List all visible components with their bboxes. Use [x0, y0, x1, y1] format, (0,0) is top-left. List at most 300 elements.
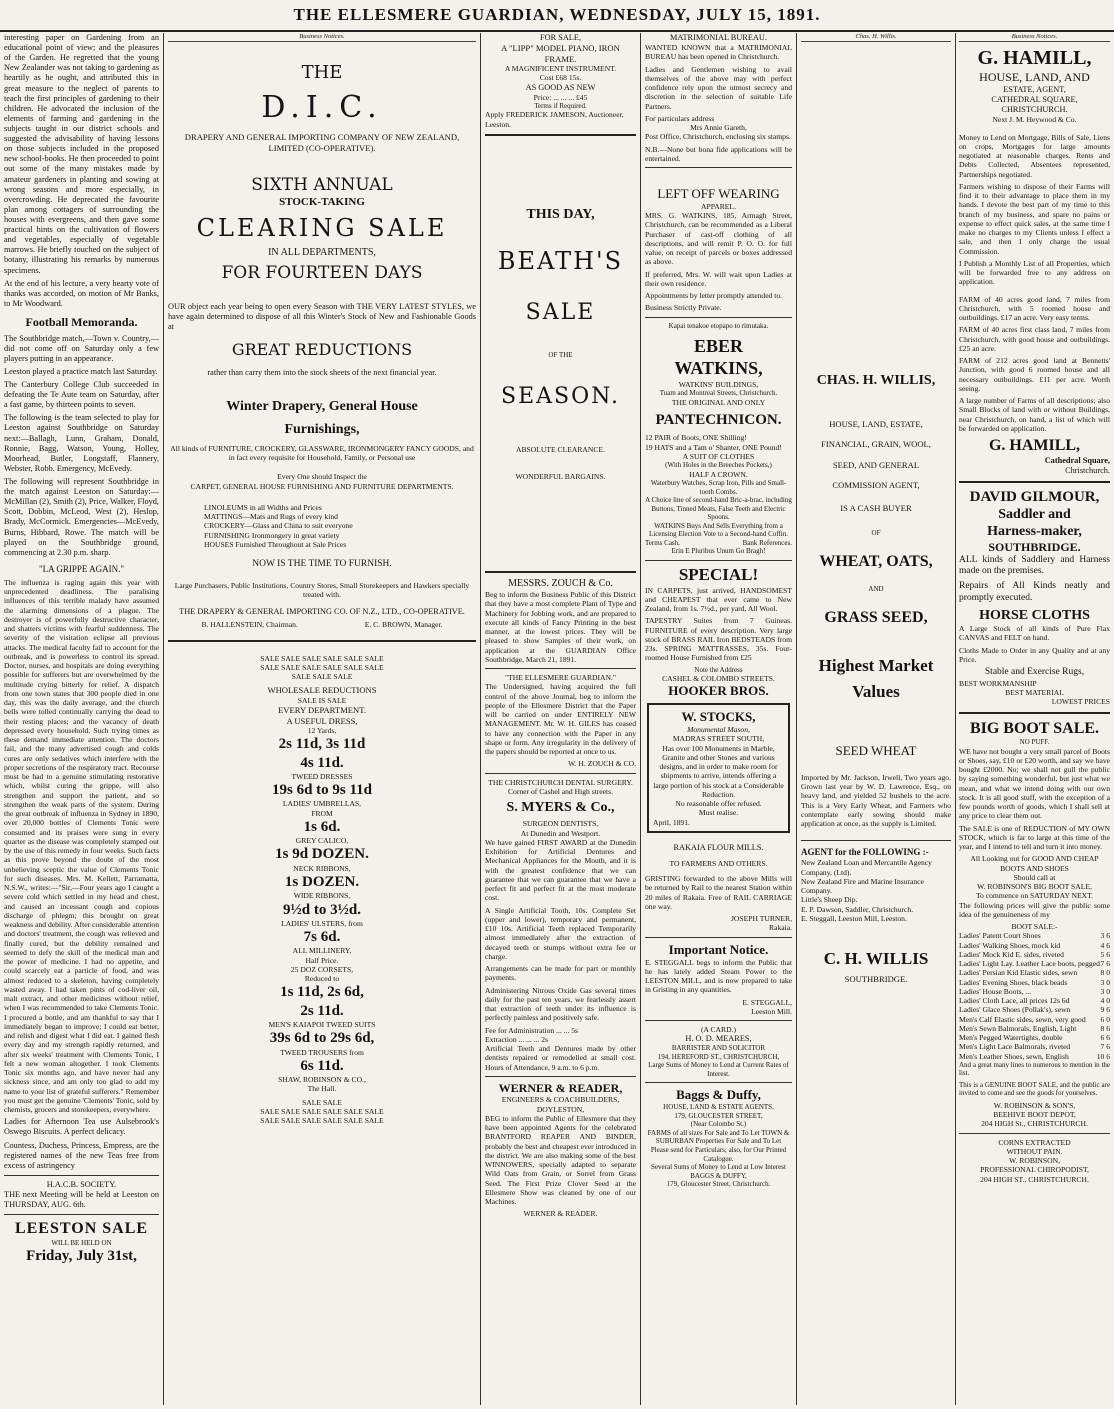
price-value: 4 6 [1100, 940, 1110, 950]
will-be-held: WILL BE HELD ON [51, 1238, 112, 1247]
watkins-buildings: WATKINS' BUILDINGS, [678, 380, 759, 390]
carpet-depts: CARPET, GENERAL HOUSE FURNISHING AND FURNITURE DEPARTMENTS. [190, 481, 454, 491]
football-heading: Football Memoranda. [25, 314, 138, 329]
price-value: 3 6 [1100, 931, 1110, 941]
column-6 [959, 33, 1110, 1405]
matrimonial-nb: N.B.—None but bona fide applications will be entertained. [645, 144, 792, 163]
cash-buyer: IS A CASH BUYER [840, 502, 912, 513]
dic-company-footer: THE DRAPERY & GENERAL IMPORTING CO. OF N.Z., LTD., CO-OPERATIVE. [179, 607, 465, 617]
annie-gareth: Mrs Annie Gareth, [690, 123, 747, 133]
the-hall: The Hall. [307, 1084, 337, 1094]
winter-drapery: Winter Drapery, General House [226, 398, 418, 414]
robinson-sons: W. ROBINSON & SON'S, [993, 1100, 1076, 1110]
without-pain: WITHOUT PAIN. [1006, 1146, 1063, 1156]
dic-rather: rather than carry them into the stock sheets of the next financial year. [207, 367, 437, 377]
hamill-monthly: I Publish a Monthly List of all Properties, which will be forwarded free to any address on application. [959, 258, 1110, 287]
financial: FINANCIAL, GRAIN, WOOL, [821, 439, 931, 450]
left-off-heading: LEFT OFF WEARING [657, 186, 780, 202]
boot-body-2: The SALE is one of REDUCTION of MY OWN STOCK, which is far to large at this time of the year, and I intend to tell and turn it into money. [959, 823, 1110, 852]
wide-ribbons: WIDE RIBBONS, [293, 891, 351, 901]
dic-line: CROCKERY—Glass and China to suit everyone [204, 521, 353, 531]
lowest-prices: LOWEST PRICES [1051, 697, 1110, 707]
price-item: Ladies' Glace Shoes (Pollak's), sewn [959, 1005, 1071, 1015]
madras-street: MADRAS STREET SOUTH, [672, 734, 765, 744]
magnificent: A MAGNIFICENT INSTRUMENT. [504, 64, 617, 74]
guardian-body: The Undersigned, having acquired the full control of the above Journal, beg to inform the people of the Ellesmere District that the Paper will be carried on under ENTIRELY NEW MANAGEMENT. Mr. W. H. GILES has ceased to have any connection with the Paper in any shape or form. Any irregularity in the delivery of the papers should be reported at once to us. [485, 682, 636, 757]
guardian-heading: "THE ELLESMERE GUARDIAN." [504, 673, 617, 683]
farm-listing: FARM of 40 acres first class land, 7 miles from Christchurch, with good house and outbuildings. £25 an acre. [959, 325, 1110, 353]
this-day: THIS DAY, [526, 206, 595, 222]
several-sums: Several Sums of Money to Lend at Low Interest [651, 1163, 786, 1172]
as-good: AS GOOD AS NEW [525, 82, 596, 92]
furnishings: Furnishings, [284, 421, 360, 437]
hats-offer: 19 HATS and a Tam o' Shanter, ONE Pound! [645, 442, 782, 452]
price-row [959, 1005, 1110, 1014]
every-department: EVERY DEPARTMENT. [278, 705, 366, 716]
grass-seed: GRASS SEED, [824, 609, 928, 626]
stock-taking: STOCK-TAKING [279, 196, 365, 209]
fee-admin: Fee for Administration ... ... 5s [485, 1025, 579, 1035]
yards: 12 Yards, [307, 726, 337, 736]
hamill-name: G. HAMILL, [977, 46, 1092, 69]
fee-extraction: Extraction ... ... ... 2s [485, 1034, 549, 1044]
price-row [959, 950, 1110, 959]
to-farmers: TO FARMERS AND OTHERS. [669, 858, 768, 868]
rakaia-heading: RAKAIA FLOUR MILLS. [673, 842, 764, 852]
gloucester-st: 179, GLOUCESTER STREET, [674, 1111, 763, 1120]
beaths-sale: SALE [525, 300, 596, 326]
house-land-agents: HOUSE, LAND & ESTATE AGENTS, [663, 1103, 774, 1112]
workmanship: BEST WORKMANSHIP [959, 678, 1037, 688]
stocks-body: Has over 100 Monuments in Marble, Granite and other Stones and various designs, and in order to make room for shipments to arrive, intends offering a large portion of his stock at a Considerable Reduction. [653, 743, 784, 799]
chairman: B. HALLENSTEIN, Chairman. [201, 620, 298, 630]
beehive-address: 204 HIGH St., CHRISTCHURCH. [981, 1119, 1088, 1129]
price-item: Ladies' Mock Kid E. sides, riveted [959, 949, 1064, 959]
dic-the: THE [301, 61, 343, 83]
all-looking: All Looking out for GOOD AND CHEAP BOOTS AND SHOES [970, 854, 1099, 873]
material: BEST MATERIAL [1005, 688, 1064, 698]
apparel: APPAREL. [701, 201, 736, 211]
southbridge-2: SOUTHBRIDGE. [988, 540, 1081, 555]
harness-maker: Harness-maker, [987, 524, 1082, 540]
price-wide: 9½d to 3½d. [283, 901, 361, 918]
from-label: FROM [311, 808, 333, 818]
leeston-sale-heading: LEESTON SALE [14, 1220, 149, 1238]
erin: Erin E Pluribus Unum Go Bragh! [671, 547, 766, 556]
price-item: Ladies' Patent Court Shoes [959, 931, 1041, 941]
season: SEASON. [501, 383, 620, 409]
choice: A Choice line of second-hand Bric-a-brac, including Buttons, Tinned Meats, False Teeth and Electric Spoons. [645, 496, 792, 522]
grippe-article: The influenza is raging again this year with unprecedented deadliness. The paralising influences of this terrible malady have assumed the alarming dimensions of a plague. The destroyer is of powerfully destructive character, and shatters victims with fearful suddenness. The severity of the visitation eclipse all previous attacks. The medical faculty fail to account for the outbreak, and is powerless to control its spread. Doctor, nurses, and hospitals are doing everything possible for sufferers but are overwhelmed by the multitude crying bitterly for relief. A dispatch from one town states that 300 people died in one day, this was the daily average, and the church bells were tolled continually carrying the dead to their resting places; and the vacancy of death depressed every household. Such trying times as these demand immediate attention. The doctors fail, and the many advertised cough and colds cures are only sedatives which interfere with the proper secretions of the respiratory tract. Recourse must be had to a genuine stimulating restorative which, whilst curing the grippe, will also strengthen and support the patient, and so strengthen the weak parts of the system. During the great outbreak of influenza in Sydney in 1890, over 20,000 bottles of Clements Tonic were consumed and its praises were sung in every quarter as the disease was completely stamped out by the use of this remedy in four weeks. Such facts as this prove beyond the doubt of the most unbelieving sceptic the value of Clements Tonic for such diseases. Mrs. M. Kellett, Parramatta, N.S.W., writes:—"Sir,—Four years ago I caught a severe cold which settled in my head and chest, and caused an incessant cough and copious discharge of phlegm; this brought on great weakness and debility. After considerable attention and doctors' treatment, the cough was relieved and finally cured, but the debility remained and seemed to defy the skill of the medical man and the power of medicine. I had no appetite, and could scarcely eat a particle of food, and was almost reduced to a skeleton, having completely wasted away. I had taken pints of cod-liver oil, malt extract, and other medicines without relief, when I was recommended to take Clements Tonic. I procured a bottle, and am thankful to say that I immediately began to improve; I could eat better, and relish and digest what I did eat. I gained flesh every day and my strength rapidly returned, and after six weeks' treatment with Clements Tonic, I felt a new woman altogether. I took Clements Tonic six months ago, and have never had any sickness since, and am only too glad to add my name to your list of grateful sufferers." Remember you must get the genuine 'Clements' Tonic, sold by chemists, grocers and storekeepers, everywhere. [4, 577, 159, 1115]
price-row [959, 1015, 1110, 1024]
clearing-sale: CLEARING SALE [196, 213, 448, 242]
werner-signature: WERNER & READER. [523, 1209, 598, 1219]
price-item: Ladies' Walking Shoes, mock kid [959, 940, 1061, 950]
matrimonial-heading: MATRIMONIAL BUREAU. [670, 33, 767, 42]
boot-body: WE have not bought a very small parcel of Boots or Shoes, say, £10 or £20 worth, and say we have bought £2000. No; we shall not gull the public by saying something wonderful, but just what we mean, and what we intend doing with our own stock. It is all good stuff, with the exception of a few pounds worth of goods, which I shall sell at any price to clear them out. [959, 746, 1110, 821]
hereford-st: 194, HEREFORD ST., CHRISTCHURCH, [657, 1052, 780, 1061]
agent-for: AGENT for the FOLLOWING :- [801, 847, 929, 858]
price-umbrella: 1s 6d. [303, 818, 341, 835]
column-header: Business Notices. [168, 33, 476, 42]
price-value: 6 0 [1100, 1014, 1110, 1024]
price-value: 8 6 [1100, 1023, 1110, 1033]
appointments: Appointments by letter promptly attended to. [645, 291, 783, 301]
gilmour-name: DAVID GILMOUR, [969, 488, 1100, 505]
cathedral-square-2: Cathedral Square, [1044, 455, 1110, 465]
vote-of-thanks: At the end of his lecture, a very hearty vote of thanks was accorded, on motion of Mr Banks, to Mr Woodward. [4, 278, 159, 308]
column-header: Chas. H. Willis. [801, 33, 951, 42]
saddler: Saddler and [998, 507, 1071, 523]
all-kinds: All kinds of FURNITURE, CROCKERY, GLASSWARE, IRONMONGERY FANCY GOODS, and in fact every requisite for Household, Family, or Personal use [170, 443, 474, 463]
price-row [959, 931, 1110, 940]
price-value: 4 0 [1100, 996, 1110, 1006]
price-value: 3 0 [1100, 977, 1110, 987]
commence: To commence on SATURDAY NEXT. [975, 891, 1094, 901]
dic-company: DRAPERY AND GENERAL IMPORTING COMPANY OF NEW ZEALAND, LIMITED (CO-OPERATIVE). [184, 132, 460, 153]
next-heywood: Next J. M. Heywood & Co. [992, 115, 1077, 125]
price-item: Men's Calf Elastic sides, sewn, very good [959, 1014, 1086, 1024]
price-row [959, 978, 1110, 987]
price-item: Men's Leather Shoes, sewn, English [959, 1051, 1069, 1061]
corns-extracted: CORNS EXTRACTED [998, 1137, 1071, 1147]
price-trousers: 6s 11d. [300, 1057, 344, 1074]
price-row [959, 996, 1110, 1005]
column-rule [480, 33, 481, 1405]
please-send: Please send for Particulars; also, for Our Printed Catalogue. [650, 1146, 787, 1163]
of-label: OF [871, 529, 881, 538]
monumental-mason: Monumental Mason, [687, 725, 750, 735]
price-dress-2: 4s 11d. [300, 754, 344, 771]
steggall-signature: E. STEGGALL, [742, 997, 792, 1007]
rakaia-place: Rakaia. [769, 923, 792, 933]
price-row [959, 968, 1110, 977]
werner-heading: WERNER & READER, [498, 1080, 623, 1095]
coachbuilders: ENGINEERS & COACHBUILDERS, [501, 1095, 620, 1105]
farm-listing: FARM of 212 acres good land at Bennetts' Junction, with good 6 roomed house and all necessary outbuildings. £11 per acre. Worth seeing. [959, 356, 1110, 393]
ch-willis: C. H. WILLIS [823, 949, 929, 969]
myers-body-3: Arrangements can be made for part or monthly payments. [485, 964, 636, 983]
must-realise: Must realise. [698, 808, 739, 818]
wonderful-bargains: WONDERFUL BARGAINS. [515, 471, 606, 481]
steggall-body: E. STEGGALL begs to inform the Public that he has lately added Steam Power to the LEESTON MILL, and is now prepared to take in Gristing in any quantities. [645, 957, 792, 995]
biscuit-notice: Ladies for Afternoon Tea use Aulsebrook's Oswego Biscuits. A perfect delicacy. [4, 1117, 159, 1137]
myers-body-5: Artificial Teeth and Dentures made by other dentists repaired or remodelled at small cost. Hours of Attendance, 9 a.m. to 6 p.m. [485, 1044, 636, 1072]
werner-body: BEG to inform the Public of Ellesmere that they have been appointed Agents for the celebrated BRANTFORD REAPER AND BINDER, probably the best and cheapest ever introduced in the district. We are also making some of the best WINNOWERS, specially adapted to separate Wild Oats from Grain, or Sorrel from Grass Seed. The First Prize Clover Seed at the Ellesmere Show was cleaned by one of our Machines. [485, 1113, 636, 1207]
sixth-annual: SIXTH ANNUAL [251, 175, 393, 196]
tea-notice: Countess, Duchess, Princess, Empress, are the registered names of the new Teas free from excess of astringency [4, 1140, 159, 1170]
price-suits: 39s 6d to 29s 6d, [269, 1030, 375, 1047]
of-the: OF THE [548, 351, 573, 360]
robinson-sale: W. ROBINSON'S BIG BOOT SALE, [977, 882, 1092, 892]
price-item: Ladies' Persian Kid Elastic sides, sewn [959, 968, 1078, 978]
large-number: A large number of Farms of all descriptions; also Small Blocks of land with or without Buildings, near Christchurch, on hand, a list of which will be forwarded on application. [959, 396, 1110, 433]
price-corsets: 1s 11d, 2s 6d, [280, 984, 364, 1001]
special: SPECIAL! [678, 564, 759, 584]
column-2 [168, 33, 476, 1405]
grippe-heading: "LA GRIPPE AGAIN." [38, 563, 125, 574]
note-address: Note the Address [694, 665, 743, 674]
genuine-sale: This is a GENUINE BOOT SALE, and the public are invited to come and see the goods for yourselves. [959, 1080, 1110, 1098]
dic-line: LINOLEUMS in all Widths and Prices [204, 502, 322, 512]
eber: EBER [693, 336, 744, 357]
column-4 [645, 33, 792, 1405]
post-office: Post Office, Christchurch, enclosing six stamps. [645, 132, 791, 142]
horse-cloths: HORSE CLOTHS [979, 608, 1090, 624]
reduced: Reduced to [304, 974, 340, 984]
price-row [959, 1052, 1110, 1061]
football-para: The Canterbury College Club succeeded in defeating the Te Aute team on Saturday, after a fast game, by thirteen points to seven. [4, 380, 159, 410]
sale-row: SALE SALE SALE SALE SALE SALE [260, 1106, 384, 1116]
beehive-depot: BEEHIVE BOOT DEPOT, [993, 1110, 1076, 1120]
column-rule [163, 33, 164, 1405]
price-tweed: 19s 6d to 9s 11d [271, 782, 373, 799]
price-item: Ladies' Evening Shoes, black beads [959, 977, 1068, 987]
doyleston: DOYLESTON, [536, 1104, 585, 1114]
estate-agent: ESTATE, AGENT, [1003, 84, 1066, 94]
seed-wheat-body: Imported by Mr. Jackson, Irwell, Two years ago. Grown last year by W. D. Lawrence, Esq., on heavy land, and yielded 52 bushels to the acre. This is a Very Early Wheat, and Farmers who contemplate early sowing should make application at once, as the supply is Limited. [801, 772, 951, 829]
saddlery: ALL kinds of Saddlery and Harness made on the premises. [959, 554, 1110, 577]
price-row [959, 1042, 1110, 1051]
cashel-colombo: CASHEL & COLOMBO STREETS. [662, 674, 775, 684]
price-value: 9 6 [1100, 1005, 1110, 1015]
price-row [959, 959, 1110, 968]
hamill-name-2: G. HAMILL, [988, 437, 1081, 455]
ulsters: LADIES' ULSTERS, from [281, 918, 363, 928]
no-offer-refused: No reasonable offer refused. [675, 799, 762, 809]
big-boot-sale: BIG BOOT SALE. [969, 719, 1100, 737]
terms: Terms if Required. [534, 101, 587, 110]
sale-date: Friday, July 31st, [26, 1248, 137, 1265]
umbrellas: LADIES' UMBRELLAS, [282, 799, 362, 809]
matrimonial-body-2: Ladies and Gentlemen wishing to avail themselves of the above may with perfect confidence rely upon the utmost secrecy and discretion in the selection of suitable Life Partners. [645, 64, 792, 111]
now-is-time: NOW IS THE TIME TO FURNISH. [252, 559, 392, 570]
holes: (With Holes in the Breeches Pockets,) [665, 461, 772, 470]
baggs-duffy: Baggs & Duffy, [676, 1087, 761, 1103]
myers-body-4: Administering Nitrous Oxide Gas several times daily for the past ten years, we fearlessly assert that extraction of teeth under its influence is perfectly painless and positively safe. [485, 985, 636, 1023]
agency: New Zealand Loan and Mercantile Agency Company, (Ltd). [801, 858, 932, 877]
column-rule [640, 33, 641, 1405]
should-call: Should call at [1013, 872, 1056, 882]
highest-market: Highest Market [818, 655, 934, 675]
price-neck: 1s DOZEN. [284, 874, 360, 890]
myers-body: We have gained FIRST AWARD at the Dunedin Exhibition for Artificial Dentures and Mechanical Appliances for the Mouth, and it is with the greatest confidence that we can guarantee that we can guarantee that we have a perfect fit and perfect fit at the most moderate cost. [485, 837, 636, 903]
surgeon-dentists: SURGEON DENTISTS, [522, 819, 599, 829]
if-preferred: If preferred, Mrs. W. will wait upon Ladies at their own residence. [645, 269, 792, 288]
fourteen-days: FOR FOURTEEN DAYS [221, 263, 423, 284]
football-para: The following will represent Southbridge in the match against Leeston on Saturday:—McMillan (2), Smith (2), Price, Walker, Floyd, Scott, Dobbin, McLeod, West (2), Heslop, Brady, McCormick. Emergencies—McEvedy, Burns, Hibbard, Rowe. The match will be played on the Southbridge ground, commencing at 2.30 p.m. sharp. [4, 477, 159, 557]
willis-name: CHAS. H. WILLIS, [816, 372, 936, 388]
values: Values [852, 682, 900, 702]
bank-refs: Bank References. [742, 538, 792, 547]
price-row [959, 941, 1110, 950]
zouch-body: Beg to inform the Business Public of this District that they have a most complete Plant of Type and Machinery for Jobbing work, and are prepared to execute all kinds of Fancy Printing in the best manner, at the lowest prices. They will be pleased to show Samples of their work, on application at the GUARDIAN Office Southbridge, March 21, 1891. [485, 590, 636, 664]
football-para: The Southbridge match,—Town v. Country,—did not come off on Saturday only a few players putting in an appearance. [4, 333, 159, 363]
every-one: Every One should Inspect the [277, 472, 367, 482]
grey-calico: GREY CALICO, [295, 836, 349, 846]
price-ulsters: 7s 6d. [303, 929, 341, 946]
price-list [959, 931, 1110, 1061]
price-value: 10 6 [1096, 1051, 1110, 1061]
particulars: For particulars address [645, 113, 715, 123]
half-crown: HALF A CROWN. [689, 469, 748, 479]
absolute-clearance: ABSOLUTE CLEARANCE. [515, 444, 605, 454]
dunedin: At Dunedin and Westport. [520, 828, 601, 838]
dental-address: Corner of Cashel and High streets. [507, 786, 614, 796]
farm-listing: FARM of 40 acres good land, 7 miles from Christchurch, with 5 roomed house and outbuildings. £17 an acre. Very easy terms. [959, 294, 1110, 323]
football-para: The following is the team selected to play for Leeston against Southbridge on Saturday next:—Ballagh, Lunn, Graham, Donald, Ronnie, Bagg, Watson, Young, Holley, Moorhead, Butler, Longstaff, Flannery, Webster, Robb. Emergency, McEvedy. [4, 413, 159, 473]
wheat-oats: WHEAT, OATS, [819, 552, 933, 570]
tuam: Tuam and Montreal Streets, Christchurch. [659, 389, 778, 398]
column-3 [485, 33, 636, 1405]
strictly-private: Business Strictly Private. [645, 303, 722, 313]
seed-wheat: SEED WHEAT [835, 742, 917, 758]
tapestry: TAPESTRY Suites from 7 Guineas. FURNITURE of every description. Very large stock of BRASS RAIL Iron BEDSTEADS from 23s. SPRING MATTRASSES, 35s. Four-roomed House Furnished from £25 [645, 616, 792, 663]
agency: E. P. Dawson, Saddler, Christchurch. [801, 904, 914, 914]
price-value: 3 0 [1100, 986, 1110, 996]
shaw-robinson: SHAW, ROBINSON & CO., [278, 1075, 366, 1085]
gardening-article: interesting paper on Gardening from an educational point of view; and the pleasures of the Garden. He regretted that the young New Zealander was not taking to gardening as heartily as he ought, and attributed this in great measure to the neglect of parents to teach the first principles of gardening to their children. He advocated the inclusion of the elements of farming and gardening in the subjects taught in our district schools and suggested the advisability of having lessons on those subjects included in the proposed new school-books. He then proceeded to point out some of the many mistakes made by amateur gardeners in planting and sowing at wrong seasons and more especially, in overcrowding. He deprecated the favourite plan among cottagers of surrounding the houses with evergreens, and then gave some practical hints on the cultivation of flowers and vegetables, especially of vegetable marrows. He briefly touched on the subject of botany, illustrating his remarks by numerous specimens. [4, 33, 159, 275]
kapai: Kapai tenakoe etopapo to rimutaka. [668, 321, 769, 330]
suit: A SUIT OF CLOTHES [682, 451, 755, 461]
baggs-address: 179, Gloucester Street, Christchurch. [666, 1180, 771, 1189]
myers-body-2: A Single Artificial Tooth, 10s. Complete Set (upper and lower), temporary and permanent, £10 10s. Artificial Teeth replaced Temporarily almost immediately after the extraction of decayed teeth or stumps without extra fee or charge. [485, 905, 636, 961]
pantechnicon: PANTECHNICON. [655, 412, 782, 429]
watkins-buys: WATKINS Buys And Sells Everything from a Licensing Election Vote to a Second-hand Coffin. [648, 521, 788, 539]
leeston-mill: Leeston Mill. [751, 1006, 792, 1016]
sale-row: SALE SALE SALE SALE SALE SALE [260, 653, 384, 663]
watkins-body: MRS. G. WATKINS, 185, Armagh Street, Christchurch, can be recommended as a Liberal Purchaser of cast-off clothing of all descriptions, and will remit P. O. O. for full value, on receipt of parcels or boxes addressed as above. [645, 211, 792, 267]
sale-row: SALE SALE SALE SALE SALE SALE [260, 1116, 384, 1126]
great-reductions: GREAT REDUCTIONS [231, 340, 413, 360]
column-header: Business Notices. [959, 33, 1110, 42]
meares-name: H. O. D. MEARES, [685, 1034, 752, 1044]
hacb-notice: THE next Meeting will be held at Leeston on THURSDAY, AUG. 6th. [4, 1190, 159, 1210]
dic-line: FURNISHING Ironmongery in great variety [204, 530, 340, 540]
sale-is: SALE IS SALE [297, 695, 347, 705]
myers-name: S. MYERS & Co., [506, 800, 615, 816]
hamill-farmers: Farmers wishing to dispose of their Farms will find it to their advantage to place them in my hands. I devote the best part of my time to this branch of my business, and spare no pains or expense to effect quick sales, at the same time I make no charges to my Clients unless I effect a sale, and then I only charge the usual Commission. [959, 181, 1110, 256]
stocks-date: April, 1891. [653, 817, 690, 827]
barrister: BARRISTER AND SOLICITOR [671, 1044, 766, 1053]
house-land-and: HOUSE, LAND, AND [979, 70, 1090, 85]
cathedral-square: CATHEDRAL SQUARE, [991, 95, 1078, 105]
column-rule [796, 33, 797, 1405]
price-item: Men's Pegged Watertights, double [959, 1033, 1063, 1043]
for-sale: FOR SALE, [539, 33, 582, 42]
price-row [959, 1033, 1110, 1042]
price-calico: 1s 9d DOZEN. [275, 846, 369, 863]
terms-cash: Terms Cash. [645, 538, 680, 547]
price-row [959, 1024, 1110, 1033]
seed-general: SEED, AND GENERAL [832, 459, 920, 470]
no-puff: NO PUFF. [1019, 738, 1050, 747]
important-notice: Important Notice. [668, 941, 769, 957]
large-sums: Large Sums of Money to Lend at Current Rates of Interest. [648, 1061, 789, 1078]
farms-to-let: FARMS of all sizes For Sale and To Let TOWN & SUBURBAN Properties For Sale and To Let [647, 1128, 790, 1146]
wholesale: WHOLESALE REDUCTIONS [267, 685, 377, 696]
hamill-money: Money to Lend on Mortgage, Bills of Sale, Liens on crops, Mortgages for large amounts negotiated at reasonable charges. Rents and Debts Collected, Absentees represented, Partnerships negotiated. [959, 132, 1110, 179]
price-dress: 2s 11d, 3s 11d [278, 736, 366, 753]
price-item: Ladies' House Boots, ... [959, 986, 1032, 996]
house-land-estate: HOUSE, LAND, ESTATE, [829, 419, 923, 429]
zouch-heading: MESSRS. ZOUCH & Co. [508, 578, 613, 589]
christchurch-2: Christchurch. [1065, 465, 1110, 475]
piano-price: Price: ... ... ... £45 [533, 92, 588, 102]
price-item: Ladies' Cloth Lace, all prices 12s 6d [959, 996, 1070, 1006]
millinery: ALL MILLINERY, [292, 946, 352, 956]
price-corsets-2: 2s 11d. [300, 1002, 344, 1019]
christchurch: CHRISTCHURCH. [1001, 105, 1068, 115]
neck-ribbons: NECK RIBBONS, [293, 863, 351, 873]
dic-object: OUR object each year being to open every Season with THE VERY LATEST STYLES, we have again determined to dispose of all this Winter's Stock of New and Fashionable Goods at [168, 301, 476, 331]
corsets: 25 DOZ CORSETS, [290, 964, 354, 974]
repairs: Repairs of All Kinds neatly and promptly executed. [959, 580, 1110, 603]
price-value: 5 6 [1100, 949, 1110, 959]
commission-agent: COMMISSION AGENT, [832, 480, 920, 491]
beaths: BEATH'S [497, 247, 624, 276]
price-item: Ladies' Light Lay. Leather Lace boots, pegged [959, 959, 1100, 969]
tweed-dresses: TWEED DRESSES [291, 771, 353, 781]
column-1 [4, 33, 159, 1405]
a-card: (A CARD.) [700, 1025, 737, 1034]
stocks-box [647, 703, 790, 833]
original: THE ORIGINAL AND ONLY [671, 397, 766, 407]
watkins-name: WATKINS, [674, 358, 763, 379]
half-price: Half Price. [305, 955, 339, 965]
dic-line: MATTINGS—Mats and Rugs of every kind [204, 512, 338, 522]
useful-dress: A USEFUL DRESS, [286, 715, 358, 726]
gristing: GRISTING forwarded to the above Mills will be returned by Rail to the nearest Station within 20 miles of Rakaia. Free of RAIL CARRIAGE one way. [645, 874, 792, 911]
following-prices: The following prices will give the public some idea of the genuineness of my [959, 900, 1110, 919]
agency: Little's Sheep Dip. [801, 895, 858, 905]
hacb-heading: H.A.C.B. SOCIETY. [46, 1179, 117, 1189]
stable-rugs: Stable and Exercise Rugs, [984, 667, 1085, 678]
guardian-signature: W. H. ZOUCH & CO. [568, 759, 636, 769]
chiropodist: PROFESSIONAL CHIROPODIST, [980, 1165, 1089, 1175]
joseph-turner: JOSEPH TURNER, [730, 914, 792, 924]
cost: Cost £68 15s. [539, 73, 582, 83]
manager: E. C. BROWN, Manager. [364, 620, 443, 630]
sale-row: SALE SALE SALE SALE SALE SALE [260, 662, 384, 672]
agency: E. Steggall, Leeston Mill, Leeston. [801, 913, 907, 923]
sale-row: SALE SALE [302, 1097, 342, 1107]
all-departments: IN ALL DEPARTMENTS, [268, 246, 376, 258]
southbridge: SOUTHBRIDGE. [844, 973, 908, 984]
near-colombo: (Near Colombo St.) [690, 1120, 747, 1129]
apply: Apply FREDERICK JAMESON, Auctioneer, Leeston. [485, 110, 624, 129]
agency: New Zealand Fire and Marine Insurance Company. [801, 876, 924, 896]
boots-offer: 12 PAIR of Boots, ONE Shilling! [645, 433, 747, 443]
chiropodist-address: 204 HIGH ST., CHRISTCHURCH. [980, 1174, 1089, 1184]
price-item: Men's Sewn Balmorals, English, Light [959, 1023, 1077, 1033]
price-row [959, 987, 1110, 996]
price-item: Men's Light Lace Balmorals, riveted [959, 1042, 1071, 1052]
dental-heading: THE CHRISTCHURCH DENTAL SURGERY. [488, 777, 633, 787]
and-label: AND [868, 585, 884, 594]
column-5 [801, 33, 951, 1405]
great-many: And a great many lines to numerous to mention in the list. [959, 1060, 1110, 1078]
price-value: 7 6 [1100, 1042, 1110, 1052]
price-value: 8 0 [1100, 968, 1110, 978]
baggs-signature: BAGGS & DUFFY, [690, 1171, 747, 1180]
waterbury: Waterbury Watches, Scrap Iron, Pills and Small-tooth Combs. [650, 479, 787, 496]
column-rule [955, 33, 956, 1405]
dic-title: D.I.C. [261, 89, 383, 125]
boot-sale-label: BOOT SALE:- [1011, 922, 1058, 932]
dic-line: HOUSES Furnished Throughout at Sale Prices [204, 539, 347, 549]
football-para: Leeston played a practice match last Saturday. [4, 366, 158, 376]
